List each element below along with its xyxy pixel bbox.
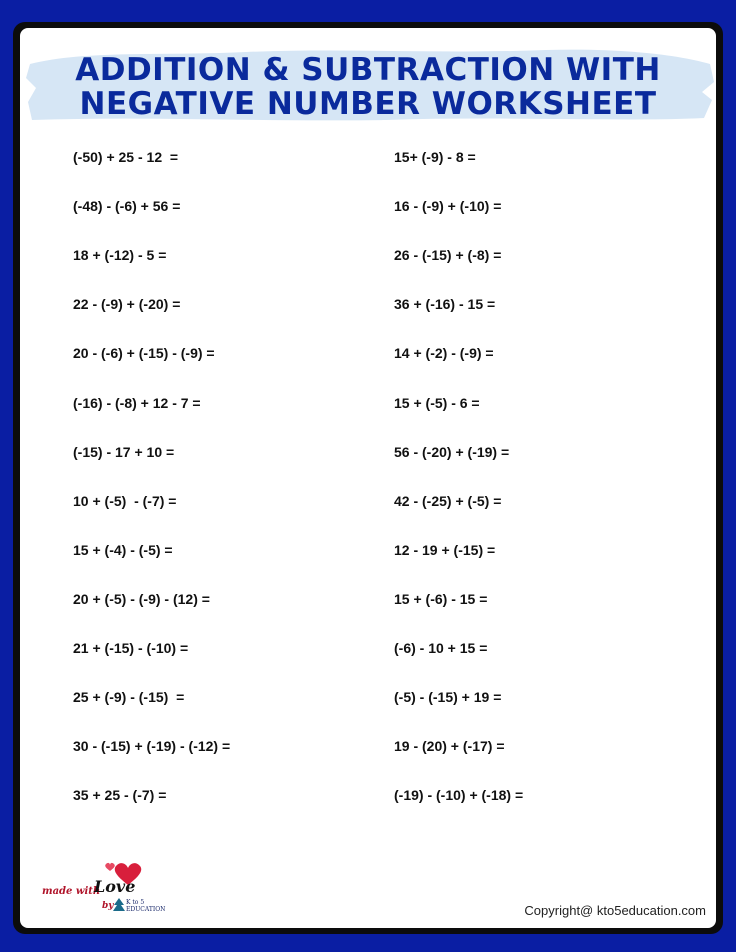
problem-left-13: 30 - (-15) + (-19) - (-12) = [73, 738, 231, 755]
copyright-text: Copyright@ kto5education.com [524, 903, 706, 918]
problem-right-10: 15 + (-6) - 15 = [394, 590, 488, 607]
logo-by-text: by [102, 901, 114, 911]
problem-left-9: 15 + (-4) - (-5) = [73, 541, 173, 558]
problem-right-4: 36 + (-16) - 15 = [394, 296, 496, 313]
problem-left-6: (-16) - (-8) + 12 - 7 = [73, 394, 201, 411]
problem-right-1: 15+ (-9) - 8 = [394, 149, 476, 165]
made-with-love-logo [42, 861, 182, 921]
problem-right-12: (-5) - (-15) + 19 = [394, 689, 502, 706]
title-line-1: ADDITION & SUBTRACTION WITH [75, 52, 661, 88]
title-line-2: NEGATIVE NUMBER WORKSHEET [79, 86, 657, 122]
problem-left-1: (-50) + 25 - 12 = [73, 149, 179, 165]
problem-right-14: (-19) - (-10) + (-18) = [394, 787, 524, 804]
problem-left-7: (-15) - 17 + 10 = [73, 443, 175, 460]
problem-right-6: 15 + (-5) - 6 = [394, 394, 480, 411]
logo-made-with-text: made with [42, 886, 101, 897]
problem-left-14: 35 + 25 - (-7) = [73, 787, 167, 804]
problem-list [20, 28, 716, 828]
problem-right-8: 42 - (-25) + (-5) = [394, 492, 502, 509]
problem-left-3: 18 + (-12) - 5 = [73, 247, 167, 264]
problem-left-5: 20 - (-6) + (-15) - (-9) = [73, 345, 215, 362]
logo-education: EDUCATION [126, 906, 166, 913]
logo-love-text: Love [94, 877, 136, 896]
problem-right-3: 26 - (-15) + (-8) = [394, 247, 502, 264]
logo-k5: K to 5 [126, 899, 145, 906]
problem-left-11: 21 + (-15) - (-10) = [73, 640, 189, 656]
problem-right-5: 14 + (-2) - (-9) = [394, 345, 494, 362]
tree-icon [112, 897, 126, 913]
problem-left-2: (-48) - (-6) + 56 = [73, 198, 181, 215]
problem-right-2: 16 - (-9) + (-10) = [394, 198, 502, 215]
problem-right-9: 12 - 19 + (-15) = [394, 541, 496, 558]
logo-k5-text [126, 899, 165, 913]
problem-right-7: 56 - (-20) + (-19) = [394, 443, 510, 460]
problem-left-12: 25 + (-9) - (-15) = [73, 689, 185, 706]
problem-right-11: (-6) - 10 + 15 = [394, 640, 488, 656]
problem-right-13: 19 - (20) + (-17) = [394, 738, 505, 755]
problem-left-10: 20 + (-5) - (-9) - (12) = [73, 590, 210, 607]
problem-left-8: 10 + (-5) - (-7) = [73, 492, 177, 509]
worksheet-page [20, 28, 716, 928]
problem-left-4: 22 - (-9) + (-20) = [73, 296, 181, 313]
